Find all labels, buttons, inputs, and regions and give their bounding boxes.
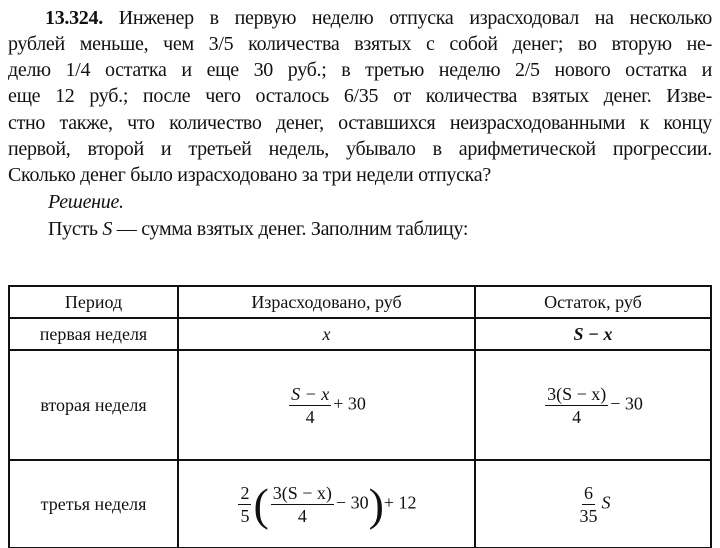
- table-row: [9, 460, 711, 548]
- fraction: $\frac{3(S - x)}{4}$: [272, 482, 332, 526]
- table-row: [9, 318, 711, 350]
- problem-line-3: делю 1/4 остатка и еще 30 руб.; в третью неделю 2/5 нового остатка и: [8, 59, 712, 81]
- period-cell: третья неделя: [9, 460, 178, 548]
- spent-cell: $\frac{S - x}{4}$ + 30: [178, 350, 475, 460]
- fraction: $\frac{6}{35}$: [579, 482, 598, 526]
- solution-table: [8, 285, 712, 548]
- solution-label: Решение.: [48, 191, 124, 213]
- problem-line-7: Сколько денег было израсходовано за три недели отпуска?: [8, 164, 491, 186]
- header-period: Период: [9, 286, 178, 318]
- header-spent: Израсходовано, руб: [178, 286, 475, 318]
- spent-cell: x: [178, 318, 475, 350]
- problem-number: 13.324.: [45, 7, 103, 29]
- table-row: [9, 350, 711, 460]
- spent-cell: $\frac{2}{5}$ ( $\frac{3(S - x)}{4}$ − 30)+ 12: [178, 460, 475, 548]
- problem-line-5: стно также, что количество денег, оставшихся неизрасходованными к концу: [8, 112, 712, 134]
- period-cell: первая неделя: [9, 318, 178, 350]
- period-cell: вторая неделя: [9, 350, 178, 460]
- problem-line-4: еще 12 руб.; после чего осталось 6/35 от количества взятых денег. Изве-: [8, 85, 712, 107]
- rest-cell: S − x: [475, 318, 711, 350]
- problem-line-1: 13.324. Инженер в первую неделю отпуска израсходовал на несколько: [45, 7, 713, 29]
- problem-line-2: рублей меньше, чем 3/5 количества взятых с собой денег; во вторую не-: [8, 33, 712, 55]
- fraction: $\frac{3(S - x)}{4}$: [547, 383, 607, 427]
- table-header-row: [9, 286, 711, 318]
- rest-cell: $\frac{6}{35}$ S: [475, 460, 711, 548]
- fraction: $\frac{2}{5}$: [240, 482, 250, 526]
- problem-line-6: первой, второй и третьей недель, убывало в арифметической прогрессии.: [8, 138, 712, 160]
- header-rest: Остаток, руб: [475, 286, 711, 318]
- solution-intro: Пусть S — сумма взятых денег. Заполним таблицу:: [48, 218, 469, 240]
- fraction: $\frac{S - x}{4}$: [291, 383, 330, 427]
- rest-cell: $\frac{3(S - x)}{4}$ − 30: [475, 350, 711, 460]
